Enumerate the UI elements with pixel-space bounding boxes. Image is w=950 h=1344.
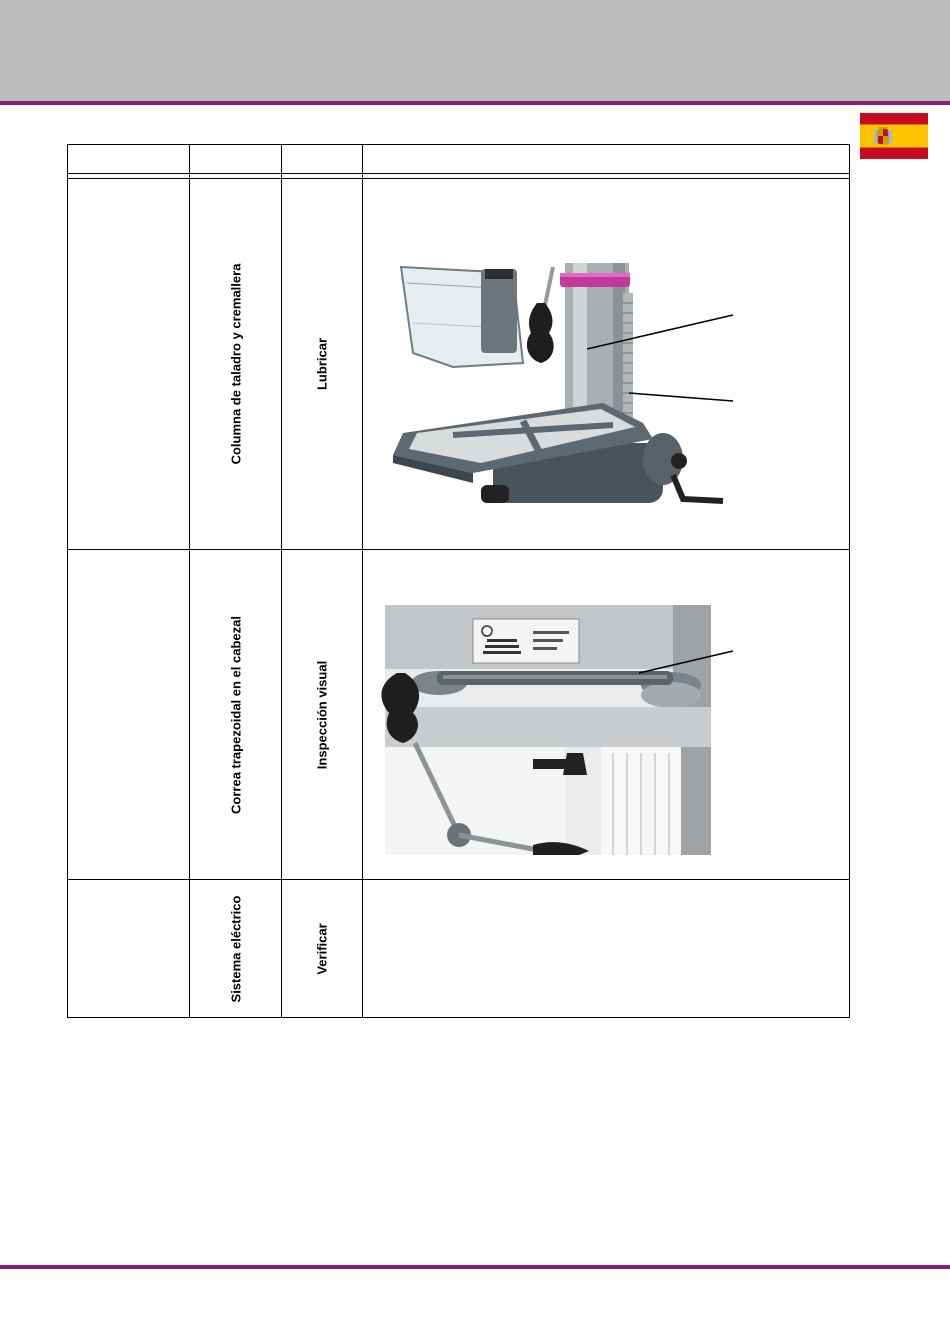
header-cell (363, 145, 850, 174)
action-cell (282, 880, 363, 1018)
action-label: Verificar (314, 922, 330, 975)
image-cell (363, 179, 850, 550)
header-cell (282, 145, 363, 174)
footer-accent-line (0, 1265, 950, 1269)
interval-cell (68, 880, 190, 1018)
v-belt-headstock-photo (373, 603, 743, 855)
image-cell (363, 550, 850, 880)
interval-cell (68, 179, 190, 550)
maintenance-table (67, 144, 850, 1018)
table-row (68, 880, 850, 1018)
header-cell (190, 145, 282, 174)
action-cell (282, 550, 363, 880)
component-cell (190, 550, 282, 880)
action-cell (282, 179, 363, 550)
component-label: Correa trapezoidal en el cabezal (228, 615, 243, 814)
interval-cell (68, 550, 190, 880)
header-band (0, 0, 950, 101)
header-accent-line (0, 101, 950, 105)
component-cell (190, 179, 282, 550)
component-cell (190, 880, 282, 1018)
table-row (68, 550, 850, 880)
header-cell (68, 145, 190, 174)
action-label: Inspección visual (314, 660, 330, 769)
table-row (68, 179, 850, 550)
component-label: Columna de taladro y cremallera (228, 263, 243, 465)
component-label: Sistema eléctrico (228, 895, 243, 1002)
drill-column-and-rack-photo (373, 263, 743, 529)
spain-flag-icon (860, 113, 928, 159)
action-label: Lubricar (314, 337, 330, 391)
image-cell (363, 880, 850, 1018)
table-header-row (68, 145, 850, 174)
